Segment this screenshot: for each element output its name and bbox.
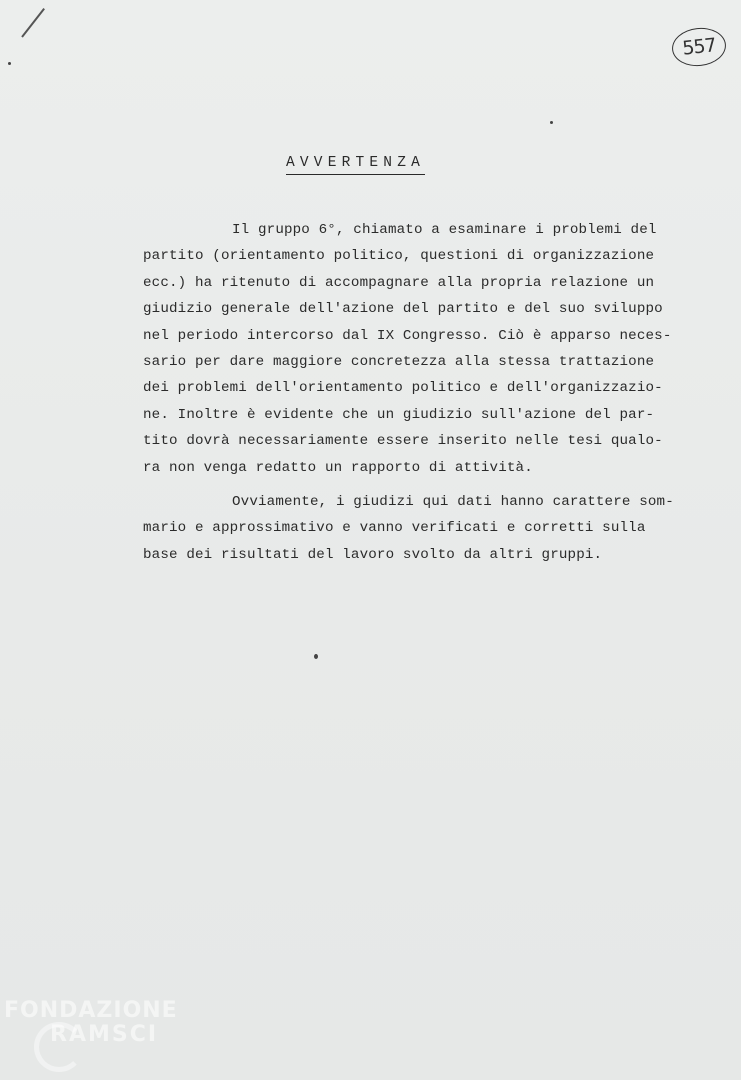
watermark-logo-icon bbox=[34, 1022, 84, 1072]
text-line: base dei risultati del lavoro svolto da altri gruppi. bbox=[143, 546, 603, 563]
text-line: partito (orientamento politico, questioni di organizzazione bbox=[143, 248, 655, 265]
text-line: mario e approssimativo e vanno verificati e corretti sulla bbox=[143, 520, 646, 537]
paragraph-1 bbox=[143, 217, 703, 481]
text-line: Il gruppo 6°, chiamato a esaminare i problemi del bbox=[232, 222, 657, 238]
text-line: giudizio generale dell'azione del partito e del suo sviluppo bbox=[143, 301, 663, 318]
watermark-line-2: RAMSCI bbox=[50, 1022, 159, 1047]
watermark-line-1: FONDAZIONE bbox=[4, 998, 178, 1023]
text-line: Ovviamente, i giudizi qui dati hanno carattere som- bbox=[232, 493, 674, 510]
document-body bbox=[143, 217, 703, 568]
pen-mark bbox=[21, 8, 45, 38]
text-line: ecc.) ha ritenuto di accompagnare alla propria relazione un bbox=[143, 274, 655, 291]
ink-speck bbox=[314, 654, 318, 659]
page-number: 557 bbox=[670, 25, 728, 68]
text-line: ne. Inoltre è evidente che un giudizio sull'azione del par- bbox=[143, 406, 655, 423]
text-line: tito dovrà necessariamente essere inserito nelle tesi qualo- bbox=[143, 433, 663, 450]
paragraph-2 bbox=[143, 489, 703, 568]
page-title: AVVERTENZA bbox=[286, 155, 425, 175]
text-line: nel periodo intercorso dal IX Congresso. Ciò è apparso neces- bbox=[143, 327, 672, 344]
archive-watermark bbox=[4, 1000, 178, 1046]
ink-speck bbox=[8, 62, 11, 65]
text-line: sario per dare maggiore concretezza alla stessa trattazione bbox=[143, 353, 655, 370]
text-line: dei problemi dell'orientamento politico e dell'organizzazio- bbox=[143, 380, 663, 397]
ink-speck bbox=[550, 121, 553, 124]
text-line: ra non venga redatto un rapporto di attività. bbox=[143, 459, 533, 476]
